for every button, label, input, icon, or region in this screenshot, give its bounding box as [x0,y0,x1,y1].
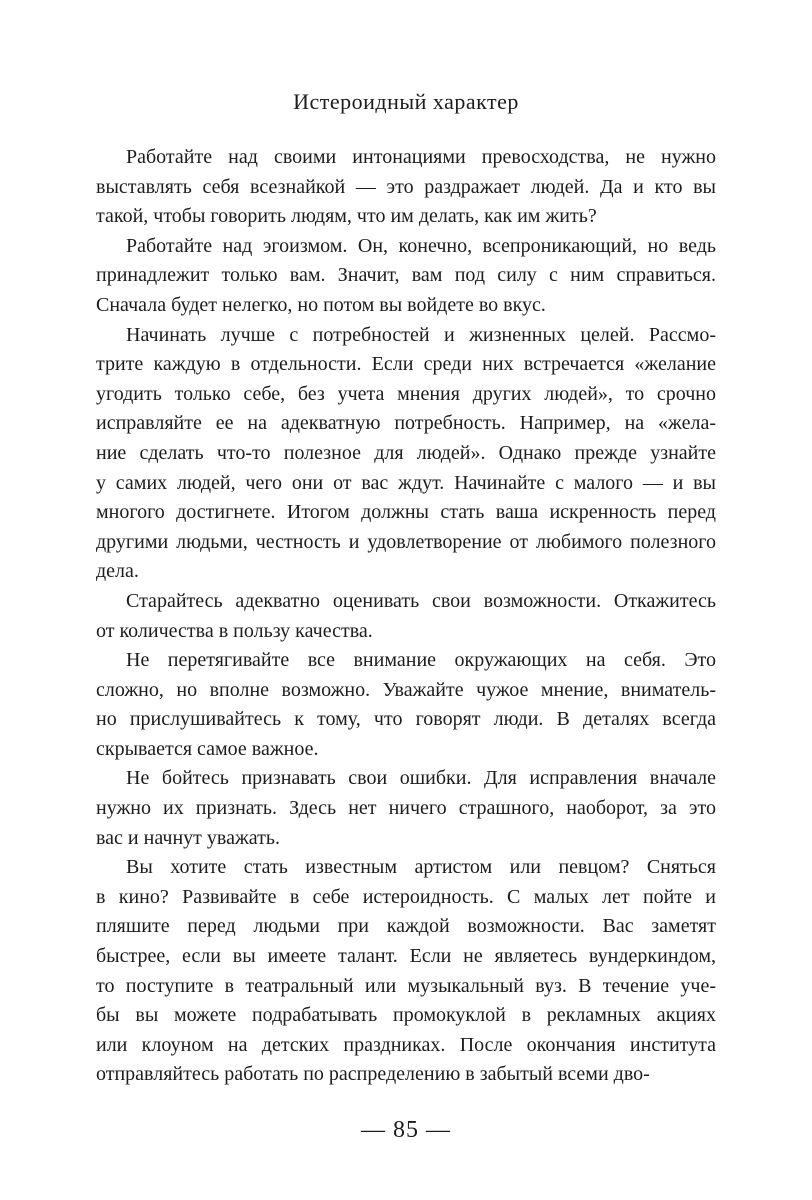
text-line: такой, чтобы говорить людям, что им делать, как им жить? [96,205,597,228]
text-line: дела. [96,560,139,583]
paragraph [96,587,716,646]
text-line: Не перетягивайте все внимание окружающих на себя. Это [126,649,716,672]
text-line: принадлежит только вам. Значит, вам под силу с ним справиться. [96,264,716,287]
paragraph [96,232,716,321]
text-line: выставлять себя всезнайкой — это раздражает людей. Да и кто вы [96,175,716,198]
text-line: у самих людей, чего они от вас ждут. Начинайте с малого — и вы [96,471,716,494]
text-line: исправляйте ее на адекватную потребность. Например, на «жела- [96,412,716,435]
text-line: нужно их признать. Здесь нет ничего страшного, наоборот, за это [96,797,716,820]
text-line: трите каждую в отдельности. Если среди них встречается «желание [96,353,716,376]
text-line: то поступите в театральный или музыкальный вуз. В течение уче- [96,974,716,997]
text-line: скрывается самое важное. [96,737,319,760]
text-line: Старайтесь адекватно оценивать свои возможности. Откажитесь [126,589,716,612]
paragraph [96,853,716,1090]
text-line: Сначала будет нелегко, но потом вы войдете во вкус. [96,293,546,316]
page-body [96,143,716,1090]
text-line: сложно, но вполне возможно. Уважайте чужое мнение, вниматель- [96,678,716,701]
text-line: Работайте над эгоизмом. Он, конечно, всепроникающий, но ведь [126,234,716,257]
text-line: бы вы можете подрабатывать промокуклой в рекламных акциях [96,1004,716,1027]
text-line: от количества в пользу качества. [96,619,373,642]
text-line: вас и начнут уважать. [96,826,281,849]
page-number: — 85 — [361,1117,451,1143]
text-line: быстрее, если вы имеете талант. Если не являетесь вундеркиндом, [96,945,716,968]
page-title: Истероидный характер [293,89,519,114]
paragraph [96,143,716,232]
text-line: в кино? Развивайте в себе истероидность. С малых лет пойте и [96,885,716,908]
text-line: Начинать лучше с потребностей и жизненных целей. Рассмо- [126,323,716,346]
text-line: многого достигнете. Итогом должны стать ваша искренность перед [96,501,716,524]
text-line: ние сделать что-то полезное для людей». Однако прежде узнайте [96,441,716,464]
paragraph [96,646,716,764]
text-line: угодить только себе, без учета мнения других людей», то срочно [96,382,716,405]
text-line: другими людьми, честность и удовлетворение от любимого полезного [96,530,716,553]
paragraph [96,321,716,587]
text-line: пляшите перед людьми при каждой возможности. Вас заметят [96,915,716,938]
text-line: или клоуном на детских праздниках. После окончания института [96,1033,716,1056]
text-line: но прислушивайтесь к тому, что говорят люди. В деталях всегда [96,708,716,731]
paragraph [96,764,716,853]
text-line: Не бойтесь признавать свои ошибки. Для исправления вначале [126,767,716,790]
text-line: Работайте над своими интонациями превосходства, не нужно [126,146,716,168]
text-line: Вы хотите стать известным артистом или певцом? Сняться [126,856,716,879]
text-line: отправляйтесь работать по распределению в забытый всеми дво- [96,1063,650,1086]
